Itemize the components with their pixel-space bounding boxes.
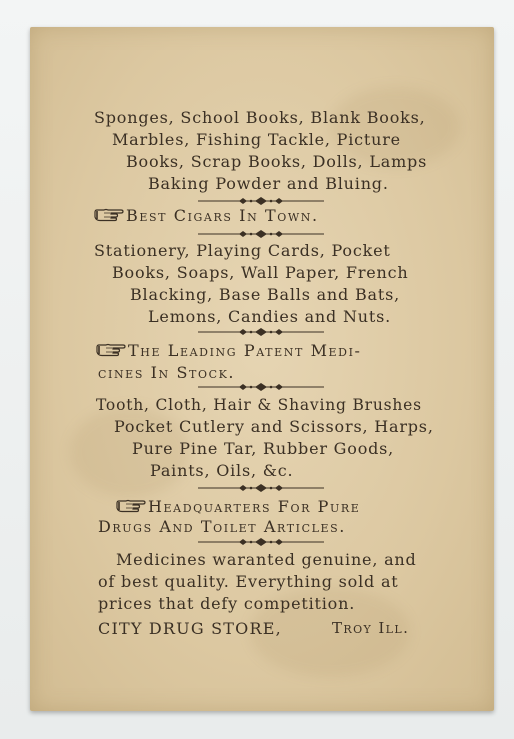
heading-patent-medicines-cont: cines In Stock. xyxy=(98,363,236,382)
heading-headquarters xyxy=(116,497,360,517)
heading-patent-medicines-text: The Leading Patent Medi- xyxy=(128,341,362,360)
store-location: Troy Ill. xyxy=(332,619,410,637)
pointing-hand-icon xyxy=(116,499,146,513)
section3-line: Tooth, Cloth, Hair & Shaving Brushes xyxy=(96,396,422,414)
section2-line: Books, Soaps, Wall Paper, French xyxy=(112,263,409,282)
section3-line: Pure Pine Tar, Rubber Goods, xyxy=(132,439,395,458)
ornamental-divider xyxy=(196,537,326,547)
heading-headquarters-text: Headquarters For Pure xyxy=(148,497,361,516)
section4-line: of best quality. Everything sold at xyxy=(98,572,399,591)
ornamental-divider xyxy=(196,229,326,239)
section1-line: Sponges, School Books, Blank Books, xyxy=(94,108,426,127)
section2-line: Blacking, Base Balls and Bats, xyxy=(130,285,400,304)
section3-line: Paints, Oils, &c. xyxy=(150,461,294,480)
trade-card xyxy=(30,27,494,711)
heading-best-cigars xyxy=(94,206,319,226)
section4-line: prices that defy competition. xyxy=(98,594,356,613)
ornamental-divider xyxy=(196,382,326,392)
section2-line: Lemons, Candies and Nuts. xyxy=(148,307,391,326)
pointing-hand-icon xyxy=(96,343,126,357)
heading-patent-medicines xyxy=(96,341,362,361)
ornamental-divider xyxy=(196,327,326,337)
section3-line: Pocket Cutlery and Scissors, Harps, xyxy=(114,417,434,436)
section1-line: Baking Powder and Bluing. xyxy=(148,174,389,193)
store-name: CITY DRUG STORE, xyxy=(98,619,282,638)
ornamental-divider xyxy=(196,196,326,206)
section2-line: Stationery, Playing Cards, Pocket xyxy=(94,241,391,260)
section4-line: Medicines waranted genuine, and xyxy=(116,550,417,569)
section1-line: Books, Scrap Books, Dolls, Lamps xyxy=(126,152,428,171)
pointing-hand-icon xyxy=(94,208,124,222)
heading-headquarters-cont: Drugs And Toilet Articles. xyxy=(98,517,346,536)
card-text xyxy=(30,27,494,711)
ornamental-divider xyxy=(196,483,326,493)
section1-line: Marbles, Fishing Tackle, Picture xyxy=(112,130,401,149)
heading-best-cigars-text: Best Cigars In Town. xyxy=(126,206,319,225)
